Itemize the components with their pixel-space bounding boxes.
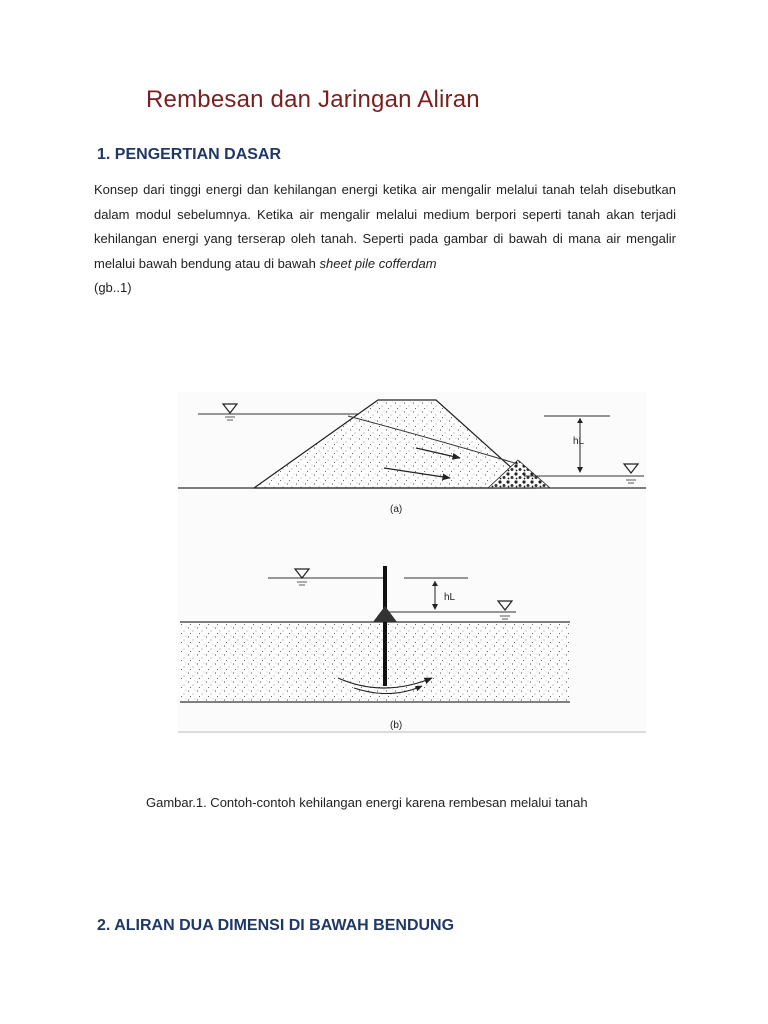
- document-title: Rembesan dan Jaringan Aliran: [146, 86, 480, 113]
- seepage-figure: [178, 392, 646, 734]
- paragraph-text: Konsep dari tinggi energi dan kehilangan energi ketika air mengalir melalui tanah telah disebutkan dalam modul sebelumnya. Ketika air mengalir melalui medium berpori seperti tanah akan terjadi kehilangan energi yang terserap oleh tanah. Seperti pada gambar di bawah di mana air mengalir melalui bawah bendung atau di bawah: [94, 182, 676, 271]
- paragraph-italic-term: sheet pile cofferdam: [319, 255, 437, 271]
- seepage-diagram: [178, 392, 646, 734]
- paragraph-reference: (gb..1): [94, 280, 132, 295]
- diagram-label-a: (a): [390, 504, 403, 515]
- body-paragraph: [94, 178, 676, 301]
- section-heading-aliran: 2. ALIRAN DUA DIMENSI DI BAWAH BENDUNG: [97, 917, 455, 934]
- figure-caption: Gambar.1. Contoh-contoh kehilangan energi karena rembesan melalui tanah: [146, 795, 588, 810]
- head-loss-label-b: hL: [444, 592, 456, 603]
- head-loss-label-a: hL: [573, 436, 585, 447]
- section-heading-pengertian: 1. PENGERTIAN DASAR: [97, 146, 282, 163]
- diagram-label-b: (b): [390, 720, 403, 731]
